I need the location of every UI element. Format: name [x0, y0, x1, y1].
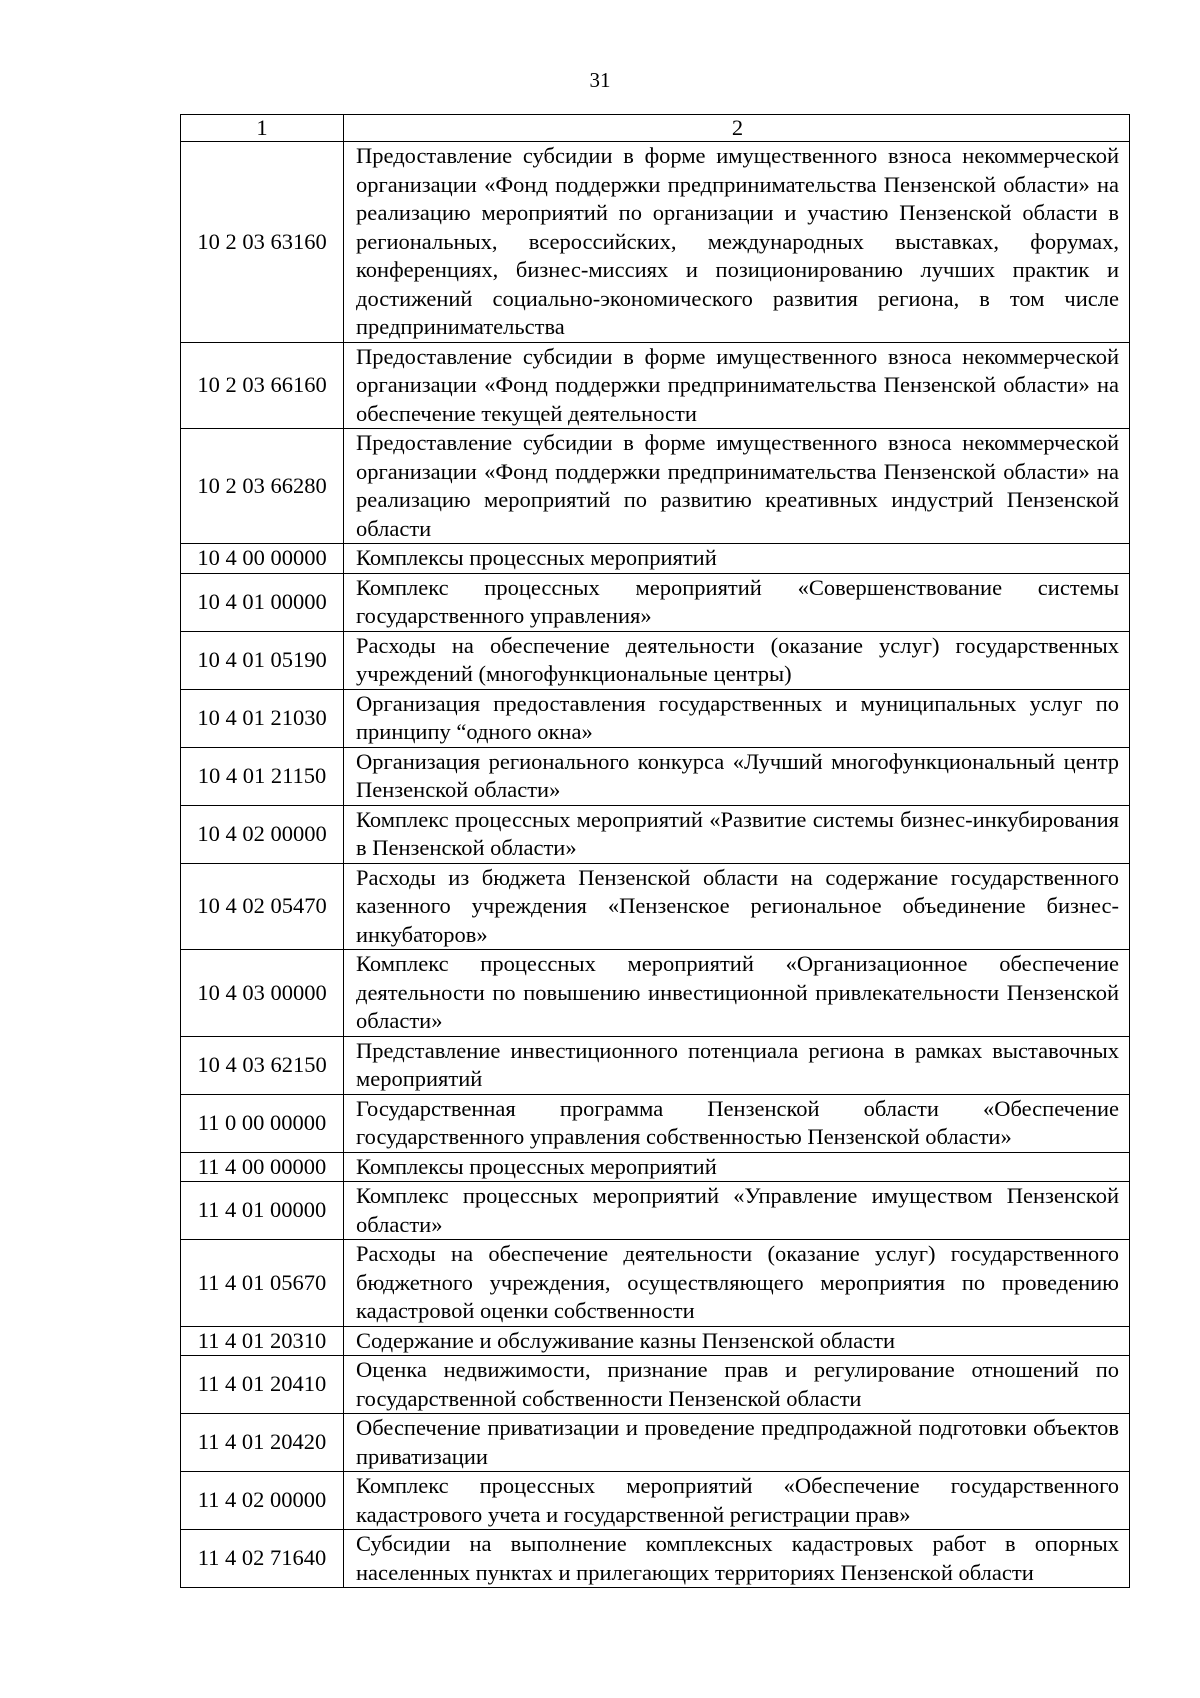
- row-description-cell: Предоставление субсидии в форме имущественного взноса некоммерческой организации «Фонд поддержки предпринимательства Пензенской области» на обеспечение текущей деятельности: [344, 342, 1130, 429]
- row-code-cell: 11 0 00 00000: [181, 1094, 344, 1152]
- row-description-cell: Комплекс процессных мероприятий «Организационное обеспечение деятельности по повышению инвестиционной привлекательности Пензенской области»: [344, 950, 1130, 1037]
- row-description-cell: Расходы из бюджета Пензенской области на содержание государственного казенного учреждения «Пензенское региональное объединение бизнес-инкубаторов»: [344, 863, 1130, 950]
- row-code-cell: 10 4 03 62150: [181, 1036, 344, 1094]
- row-code-cell: 10 2 03 66160: [181, 342, 344, 429]
- row-description-cell: Обеспечение приватизации и проведение предпродажной подготовки объектов приватизации: [344, 1414, 1130, 1472]
- row-description-cell: Расходы на обеспечение деятельности (оказание услуг) государственных учреждений (многофункциональные центры): [344, 631, 1130, 689]
- row-code-cell: 11 4 02 00000: [181, 1472, 344, 1530]
- table-row: [181, 544, 1130, 574]
- table-row: [181, 1326, 1130, 1356]
- row-description-cell: Представление инвестиционного потенциала региона в рамках выставочных мероприятий: [344, 1036, 1130, 1094]
- table-row: [181, 863, 1130, 950]
- table-row: [181, 950, 1130, 1037]
- row-code-cell: 10 4 01 00000: [181, 573, 344, 631]
- table-row: [181, 1240, 1130, 1327]
- table-row: [181, 1472, 1130, 1530]
- row-description-cell: Оценка недвижимости, признание прав и регулирование отношений по государственной собственности Пензенской области: [344, 1356, 1130, 1414]
- row-code-cell: 10 4 03 00000: [181, 950, 344, 1037]
- table-row: [181, 1530, 1130, 1588]
- table-header-row: [181, 115, 1130, 142]
- row-description-cell: Предоставление субсидии в форме имущественного взноса некоммерческой организации «Фонд поддержки предпринимательства Пензенской области» на реализацию мероприятий по организации и участию Пензенской области в региональных, всероссийских, международных выставках, форумах, конференциях, бизнес-миссиях и позиционированию лучших практик и достижений социально-экономического развития региона, в том числе предпринимательства: [344, 142, 1130, 343]
- row-code-cell: 10 4 01 21030: [181, 689, 344, 747]
- table-row: [181, 631, 1130, 689]
- table-row: [181, 805, 1130, 863]
- row-code-cell: 11 4 02 71640: [181, 1530, 344, 1588]
- table-row: [181, 1414, 1130, 1472]
- row-code-cell: 11 4 01 20310: [181, 1326, 344, 1356]
- table-row: [181, 1356, 1130, 1414]
- row-description-cell: Комплекс процессных мероприятий «Совершенствование системы государственного управления»: [344, 573, 1130, 631]
- row-description-cell: Комплексы процессных мероприятий: [344, 1152, 1130, 1182]
- row-description-cell: Содержание и обслуживание казны Пензенской области: [344, 1326, 1130, 1356]
- row-code-cell: 11 4 01 20410: [181, 1356, 344, 1414]
- row-description-cell: Организация предоставления государственных и муниципальных услуг по принципу “одного окна»: [344, 689, 1130, 747]
- row-code-cell: 11 4 01 00000: [181, 1182, 344, 1240]
- table-row: [181, 429, 1130, 544]
- row-description-cell: Комплекс процессных мероприятий «Обеспечение государственного кадастрового учета и государственной регистрации прав»: [344, 1472, 1130, 1530]
- row-description-cell: Предоставление субсидии в форме имущественного взноса некоммерческой организации «Фонд поддержки предпринимательства Пензенской области» на реализацию мероприятий по развитию креативных индустрий Пензенской области: [344, 429, 1130, 544]
- row-description-cell: Государственная программа Пензенской области «Обеспечение государственного управления собственностью Пензенской области»: [344, 1094, 1130, 1152]
- row-code-cell: 10 4 01 21150: [181, 747, 344, 805]
- table-row: [181, 689, 1130, 747]
- page-number: 31: [589, 68, 611, 92]
- table-row: [181, 342, 1130, 429]
- table-row: [181, 1182, 1130, 1240]
- row-code-cell: 10 2 03 63160: [181, 142, 344, 343]
- column-header-2: 2: [344, 115, 1130, 142]
- row-description-cell: Субсидии на выполнение комплексных кадастровых работ в опорных населенных пунктах и прилегающих территориях Пензенской области: [344, 1530, 1130, 1588]
- row-code-cell: 11 4 00 00000: [181, 1152, 344, 1182]
- row-code-cell: 10 2 03 66280: [181, 429, 344, 544]
- table-row: [181, 1152, 1130, 1182]
- table-row: [181, 1036, 1130, 1094]
- row-code-cell: 11 4 01 20420: [181, 1414, 344, 1472]
- row-code-cell: 10 4 02 00000: [181, 805, 344, 863]
- row-code-cell: 10 4 01 05190: [181, 631, 344, 689]
- row-code-cell: 11 4 01 05670: [181, 1240, 344, 1327]
- column-header-1: 1: [181, 115, 344, 142]
- table-row: [181, 573, 1130, 631]
- row-description-cell: Комплекс процессных мероприятий «Развитие системы бизнес-инкубирования в Пензенской области»: [344, 805, 1130, 863]
- table-row: [181, 1094, 1130, 1152]
- table-row: [181, 142, 1130, 343]
- row-description-cell: Организация регионального конкурса «Лучший многофункциональный центр Пензенской области»: [344, 747, 1130, 805]
- row-code-cell: 10 4 02 05470: [181, 863, 344, 950]
- budget-classification-table: [180, 114, 1130, 1588]
- row-description-cell: Комплексы процессных мероприятий: [344, 544, 1130, 574]
- row-description-cell: Расходы на обеспечение деятельности (оказание услуг) государственного бюджетного учреждения, осуществляющего мероприятия по проведению кадастровой оценки собственности: [344, 1240, 1130, 1327]
- row-code-cell: 10 4 00 00000: [181, 544, 344, 574]
- row-description-cell: Комплекс процессных мероприятий «Управление имуществом Пензенской области»: [344, 1182, 1130, 1240]
- table-row: [181, 747, 1130, 805]
